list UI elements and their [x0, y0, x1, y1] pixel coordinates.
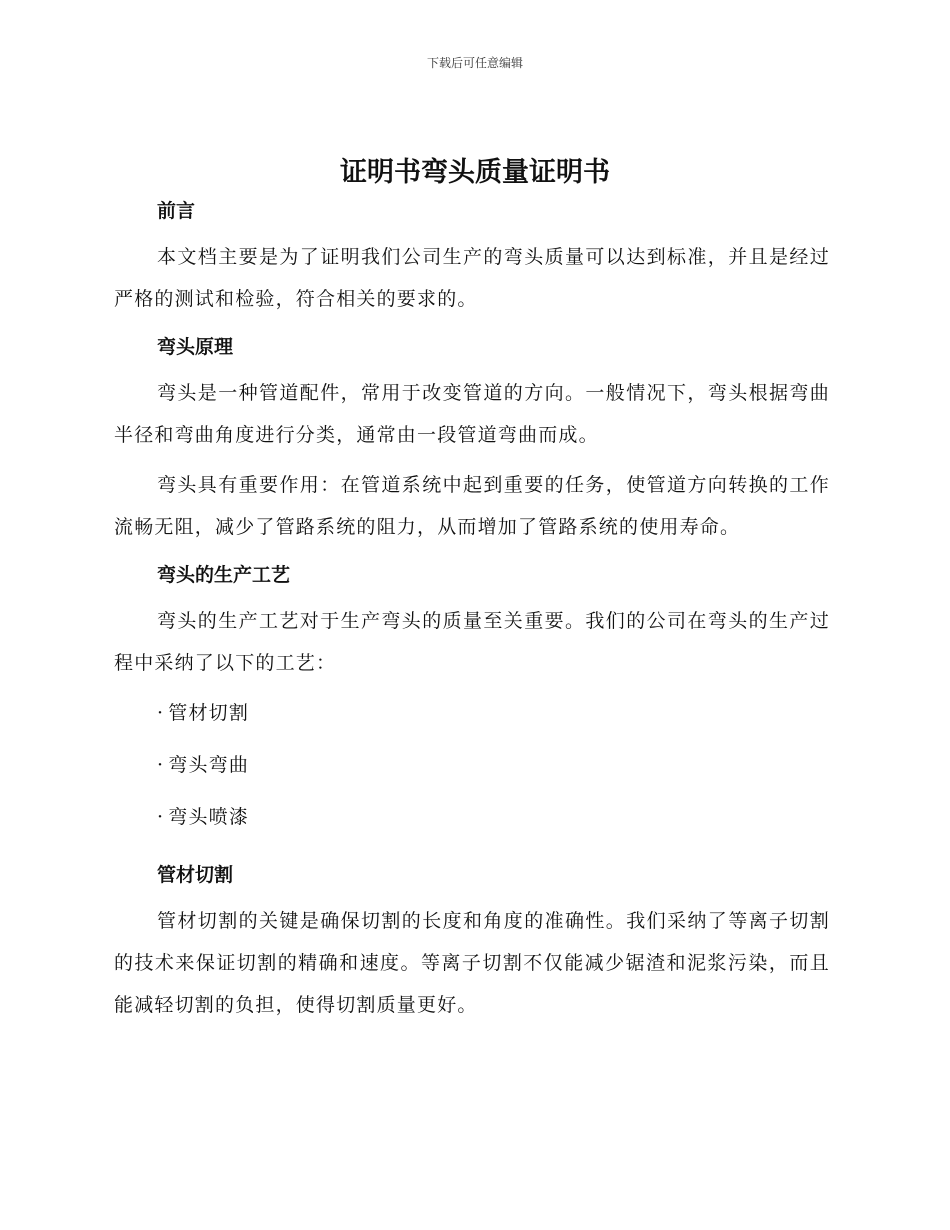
- section-heading: 弯头原理: [157, 336, 234, 358]
- paragraph: 弯头的生产工艺对于生产弯头的质量至关重要。我们的公司在弯头的生产过程中采纳了以下的工艺：: [114, 610, 830, 674]
- process-list: [114, 692, 830, 848]
- section-cutting: [114, 856, 830, 1026]
- section-principle: [114, 328, 830, 548]
- list-item-label: 管材切割: [168, 702, 250, 724]
- bullet-dot: ·: [157, 806, 165, 828]
- paragraph: 弯头是一种管道配件，常用于改变管道的方向。一般情况下，弯头根据弯曲半径和弯曲角度进行分类，通常由一段管道弯曲而成。: [114, 382, 830, 446]
- paragraph: 弯头具有重要作用：在管道系统中起到重要的任务，使管道方向转换的工作流畅无阻，减少了管路系统的阻力，从而增加了管路系统的使用寿命。: [114, 474, 830, 538]
- paragraph: 管材切割的关键是确保切割的长度和角度的准确性。我们采纳了等离子切割的技术来保证切割的精确和速度。等离子切割不仅能减少锯渣和泥浆污染，而且能减轻切割的负担，使得切割质量更好。: [114, 910, 830, 1016]
- list-item-label: 弯头弯曲: [168, 754, 250, 776]
- section-heading: 弯头的生产工艺: [157, 564, 291, 586]
- paragraph: 本文档主要是为了证明我们公司生产的弯头质量可以达到标准，并且是经过严格的测试和检验，符合相关的要求的。: [114, 246, 830, 310]
- bullet-dot: ·: [157, 754, 165, 776]
- section-heading: 管材切割: [157, 864, 234, 886]
- section-process: [114, 556, 830, 848]
- document-body: [114, 192, 830, 1034]
- header-note: 下载后可任意编辑: [426, 56, 523, 70]
- section-heading: 前言: [157, 200, 196, 222]
- list-item: [114, 744, 830, 796]
- list-item: [114, 692, 830, 744]
- document-title: 证明书弯头质量证明书: [340, 157, 610, 188]
- bullet-dot: ·: [157, 702, 165, 724]
- list-item: [114, 796, 830, 848]
- section-preface: [114, 192, 830, 320]
- list-item-label: 弯头喷漆: [168, 806, 250, 828]
